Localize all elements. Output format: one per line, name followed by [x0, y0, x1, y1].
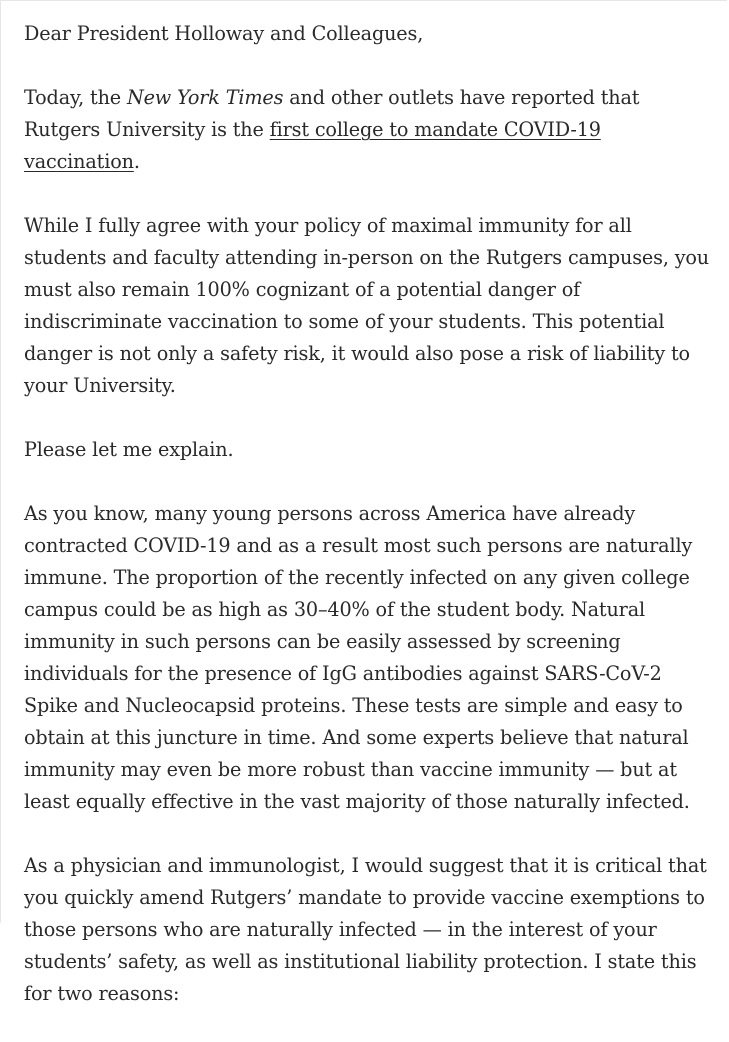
paragraph-nyt-report — [24, 82, 714, 178]
paragraph-natural-immunity: As you know, many young persons across America have already contracted COVID-19 and as a result most such persons are naturally immune. The proportion of the recently infected on any given college campus could be as high as 30–40% of the student body. Natural immunity in such persons can be easily assessed by screening individuals for the presence of IgG antibodies against SARS-CoV-2 Spike and Nucleocapsid proteins. These tests are simple and easy to obtain at this juncture in time. And some experts believe that natural immunity may even be more robust than vaccine immunity — but at least equally effective in the vast majority of those naturally infected. — [24, 502, 693, 813]
salutation: Dear President Holloway and Colleagues, — [24, 22, 424, 45]
paragraph-tail-text: . — [133, 150, 140, 173]
paragraph-recommendation: As a physician and immunologist, I would suggest that it is critical that you quickly amend Rutgers’ mandate to provide vaccine exemptions to those persons who are naturally infected — in the interest of your students’ safety, as well as institutional liability protection. I state this for two reasons: — [24, 854, 707, 1005]
paragraph-middle-text: and other outlets have reported that Rutgers University is the — [24, 86, 640, 141]
paragraph-explain: Please let me explain. — [24, 438, 234, 461]
paragraph-lead-text: Today, the — [24, 86, 127, 109]
mandate-article-link[interactable]: first college to mandate COVID-19 vaccination — [24, 118, 601, 173]
publication-name: New York Times — [126, 86, 284, 109]
letter-body — [24, 18, 714, 1042]
paragraph-policy-concern: While I fully agree with your policy of maximal immunity for all students and faculty attending in-person on the Rutgers campuses, you must also remain 100% cognizant of a potential danger of indiscriminate vaccination to some of your students. This potential danger is not only a safety risk, it would also pose a risk of liability to your University. — [24, 214, 710, 397]
